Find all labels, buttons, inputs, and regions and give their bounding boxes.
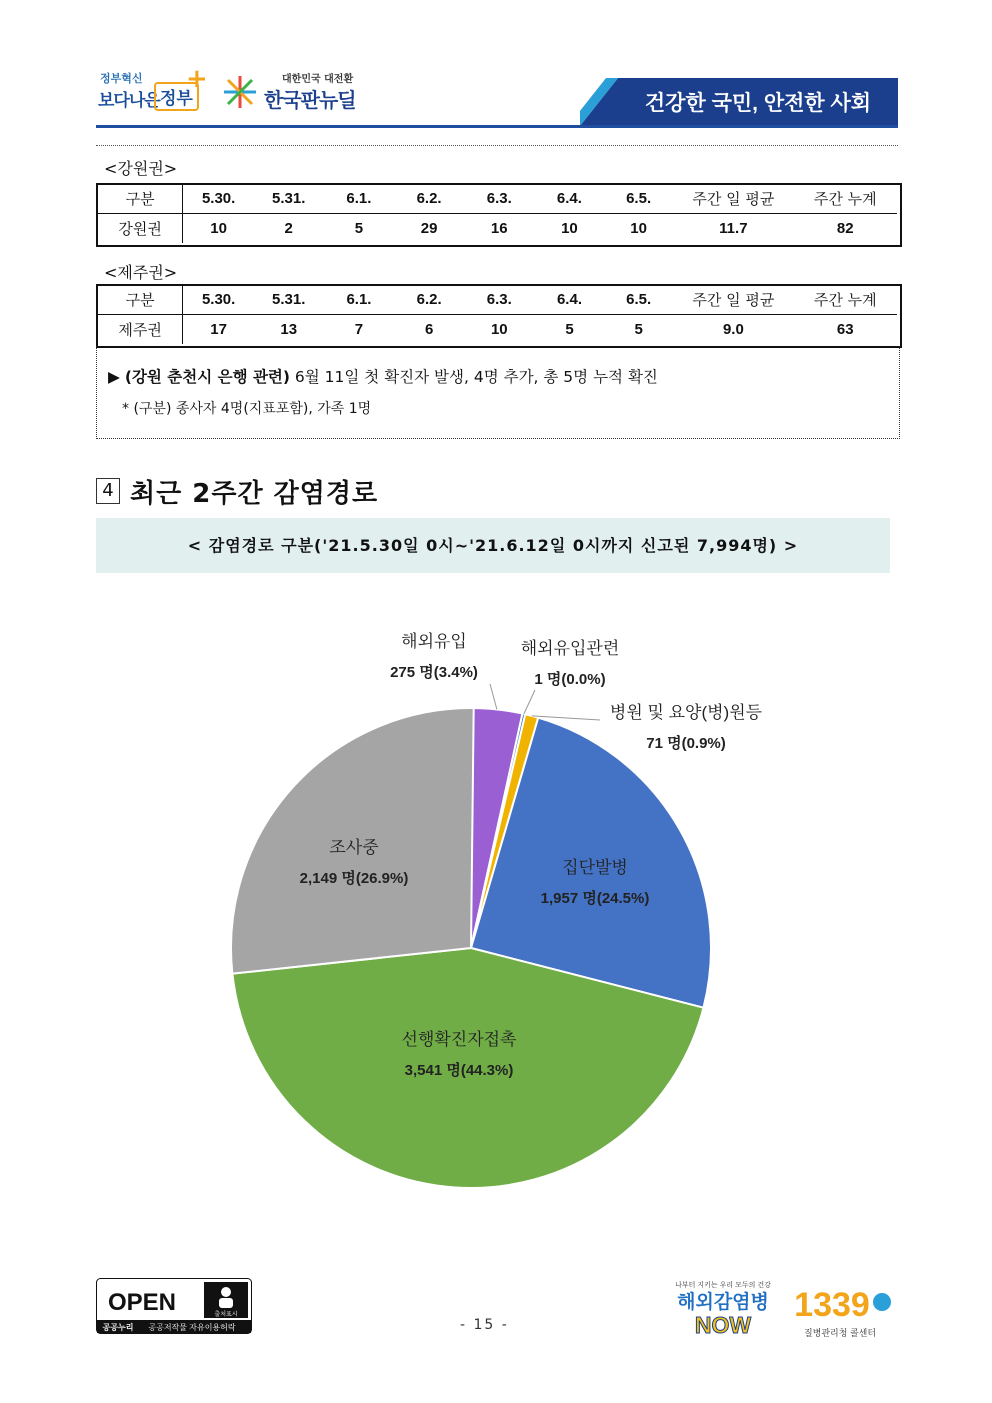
slice-value-label: 3,541 명(44.3%) <box>404 1062 514 1079</box>
page-number: - 15 - <box>460 1317 509 1333</box>
table-cell: 10 <box>210 220 227 237</box>
header-cell: 구분 <box>98 184 183 214</box>
korean-new-deal-logo: 대한민국 대전환 한국판뉴딜 <box>220 66 370 114</box>
table-cell: 29 <box>420 220 438 237</box>
slogan-text: 건강한 국민, 안전한 사회 <box>644 92 872 115</box>
header-cell: 5.30. <box>183 285 254 315</box>
chart-caption: < 감염경로 구분('21.5.30일 0시~'21.6.12일 0시까지 신고된 7,994명) > <box>187 536 799 555</box>
header-cell: 6.4. <box>535 184 604 214</box>
leader-line <box>490 684 497 709</box>
svg-text:NOW: NOW <box>694 1312 752 1338</box>
gov-innovation-logo: 정부혁신 보다나은 정부 + <box>98 64 208 111</box>
slice-name-label: 집단발병 <box>562 858 628 877</box>
jeju-table <box>98 285 897 344</box>
open-text: OPEN <box>107 1289 177 1316</box>
table-cell: 17 <box>210 321 227 338</box>
table-cell: 10 <box>490 321 508 338</box>
table-cell: 9.0 <box>722 321 744 338</box>
callcenter-1339-logo <box>788 1280 898 1340</box>
slogan-band <box>580 78 898 126</box>
slice-name-label: 해외유입관련 <box>520 639 620 658</box>
plus-icon: + <box>186 64 208 94</box>
attribution-label: 출처표시 <box>214 1312 238 1318</box>
table-cell: 강원권 <box>98 214 183 244</box>
header-cell: 주간 일 평균 <box>673 285 793 315</box>
leader-line <box>524 690 535 714</box>
header-divider <box>96 125 898 128</box>
slice-value-label: 1,957 명(24.5%) <box>540 890 650 907</box>
slice-name-label: 해외유입 <box>401 632 467 651</box>
gangwon-table <box>98 184 897 243</box>
slice-value-label: 275 명(3.4%) <box>390 664 478 681</box>
headset-icon <box>873 1293 891 1311</box>
person-icon <box>221 1287 231 1297</box>
table-cell: 제주권 <box>98 315 183 345</box>
table-cell: 7 <box>354 321 364 338</box>
jeju-label: <제주권> <box>104 263 178 282</box>
slice-name-label: 병원 및 요양(병)원등 <box>609 703 763 722</box>
header-cell: 6.2. <box>395 184 464 214</box>
note-box <box>96 346 900 439</box>
dotted-divider <box>96 145 898 146</box>
section-number: 4 <box>96 478 120 504</box>
note-line-2: * (구분) 종사자 4명(지표포함), 가족 1명 <box>122 401 372 417</box>
table-cell: 63 <box>836 321 854 338</box>
slice-value-label: 71 명(0.9%) <box>646 735 726 752</box>
header-cell: 6.5. <box>604 184 673 214</box>
table-header-row <box>98 184 897 214</box>
table-cell: 13 <box>280 321 298 338</box>
header-cell: 5.31. <box>254 184 323 214</box>
open-sub: 공공누리 <box>102 1323 134 1332</box>
table-row <box>98 214 897 244</box>
header-cell: 6.2. <box>395 285 464 315</box>
slice-name-label: 선행확진자접촉 <box>401 1030 517 1049</box>
header-cell: 5.30. <box>183 184 254 214</box>
svg-text:해외감염병: 해외감염병 <box>677 1292 769 1313</box>
svg-text:나부터 지키는 우리 모두의 건강: 나부터 지키는 우리 모두의 건강 <box>675 1282 771 1289</box>
table-cell: 10 <box>630 220 647 237</box>
header-cell: 6.1. <box>323 285 394 315</box>
slice-name-label: 조사중 <box>329 838 379 857</box>
header-cell: 구분 <box>98 285 183 315</box>
section-title: 최근 2주간 감염경로 <box>130 479 379 509</box>
header-cell: 주간 누계 <box>793 285 897 315</box>
header-cell: 6.3. <box>464 184 535 214</box>
table-header-row <box>98 285 897 315</box>
note-line-1: ▶ (강원 춘천시 은행 관련) 6월 11일 첫 확진자 발생, 4명 추가, 총 5명 누적 확진 <box>108 368 658 386</box>
table-cell: 16 <box>490 220 508 237</box>
triangle-bullet-icon: ▶ <box>108 368 120 386</box>
header-cell: 6.5. <box>604 285 673 315</box>
table-cell: 2 <box>284 220 293 237</box>
table-cell: 82 <box>836 220 854 237</box>
svg-text:질병관리청 콜센터: 질병관리청 콜센터 <box>803 1328 877 1338</box>
chart-caption-band <box>96 518 890 573</box>
table-cell: 5 <box>565 321 574 338</box>
table-cell: 11.7 <box>719 220 748 237</box>
table-cell: 5 <box>354 220 364 237</box>
table-cell: 5 <box>634 321 643 338</box>
svg-text:1339: 1339 <box>794 1286 870 1324</box>
open-license-badge <box>96 1278 252 1334</box>
table-cell: 6 <box>424 321 434 338</box>
header-cell: 주간 일 평균 <box>673 184 793 214</box>
slice-value-label: 2,149 명(26.9%) <box>299 870 409 887</box>
header-cell: 6.1. <box>323 184 394 214</box>
new-deal-burst-icon <box>220 72 260 112</box>
header-cell: 주간 누계 <box>794 184 897 214</box>
infection-route-pie-chart <box>0 590 992 1210</box>
header-cell: 5.31. <box>254 285 323 315</box>
header-cell: 6.4. <box>535 285 604 315</box>
table-cell: 10 <box>561 220 578 237</box>
overseas-infection-now-logo <box>668 1278 778 1338</box>
table-row <box>98 315 897 345</box>
slice-value-label: 1 명(0.0%) <box>534 671 606 688</box>
header-cell: 6.3. <box>464 285 535 315</box>
gangwon-label: <강원권> <box>104 159 178 178</box>
open-sub2: 공공저작물 자유이용허락 <box>148 1323 236 1332</box>
